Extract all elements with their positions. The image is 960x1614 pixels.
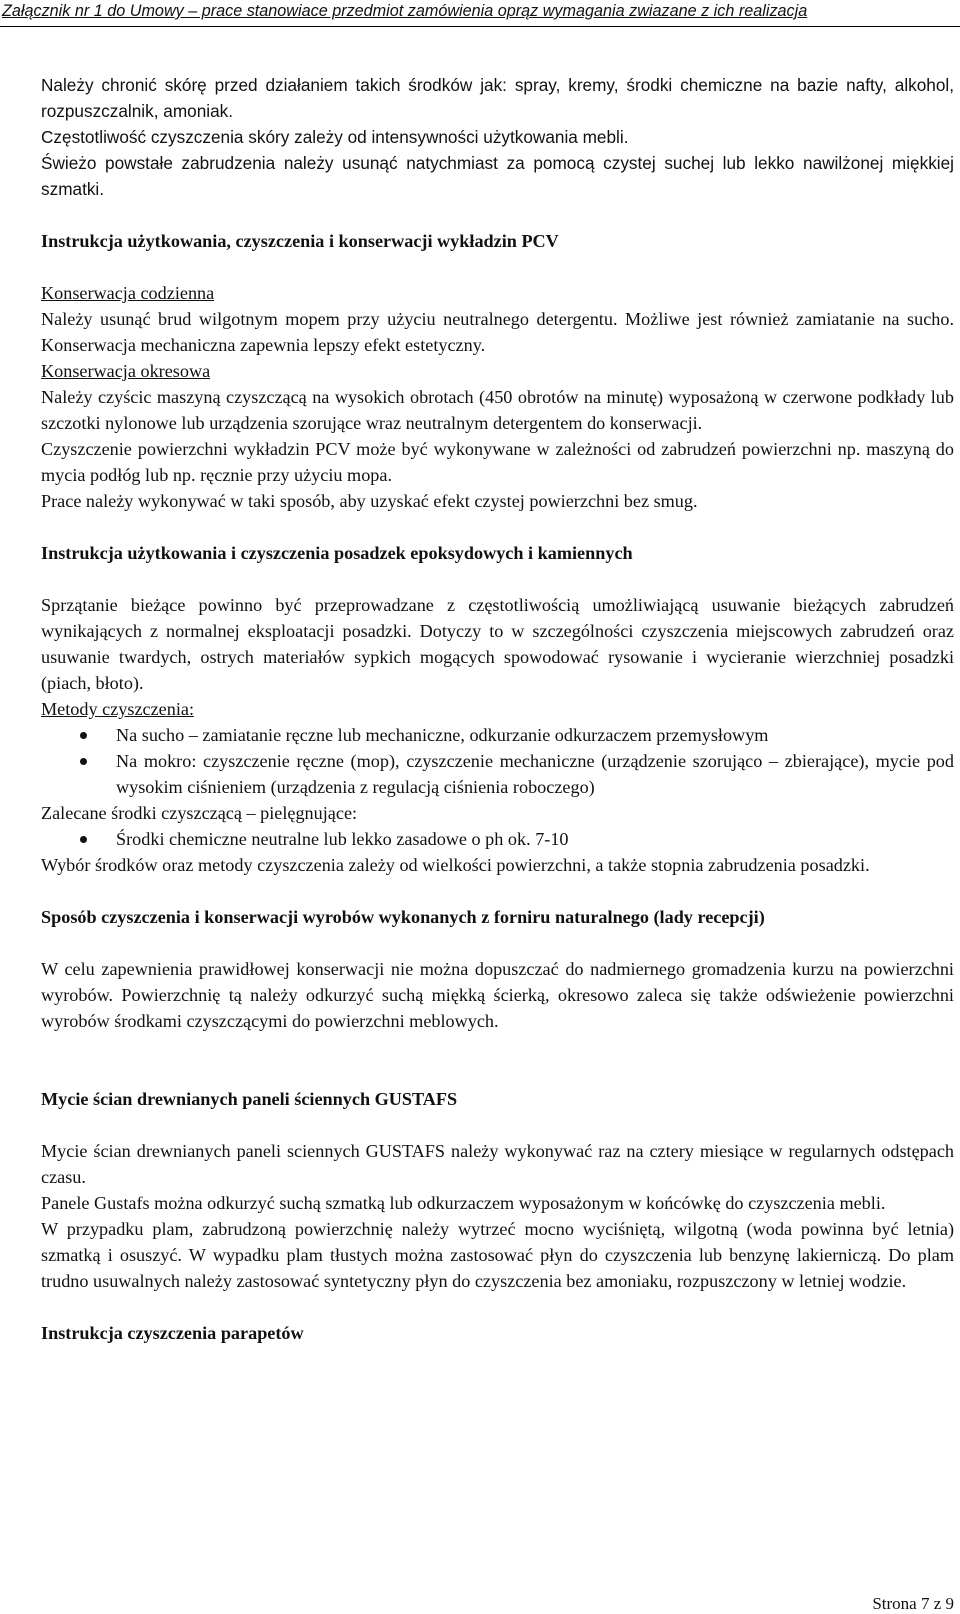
- document-body: [41, 72, 954, 1346]
- epoxy-methods-list: [41, 722, 954, 800]
- list-item: Na sucho – zamiatanie ręczne lub mechaniczne, odkurzanie odkurzaczem przemysłowym: [41, 722, 954, 748]
- pcv-periodic-text: Należy czyścic maszyną czyszczącą na wysokich obrotach (450 obrotów na minutę) wyposażoną w czerwone podkłady lub szczotki nylonowe lub urządzenia szorujące wraz neutralnym detergentem do konserwacji.: [41, 387, 954, 433]
- page-number: Strona 7 z 9: [872, 1594, 954, 1613]
- pcv-periodic-heading: Konserwacja okresowa: [41, 361, 211, 381]
- pcv-daily-text: Należy usunąć brud wilgotnym mopem przy użyciu neutralnego detergentu. Możliwe jest również zamiatanie na sucho. Konserwacja mechaniczna zapewnia lepszy efekt estetyczny.: [41, 309, 954, 355]
- leather-care-section: [41, 72, 954, 202]
- veneer-text: W celu zapewnienia prawidłowej konserwacji nie można dopuszczać do nadmiernego gromadzenia kurzu na powierzchni wyrobów. Powierzchnię tą należy odkurzyć suchą miękką ścierką, okresowo zaleca się także odświeżenie powierzchni wyrobów środkami czyszczącymi do powierzchni meblowych.: [41, 959, 954, 1031]
- veneer-section-title: Sposób czyszczenia i konserwacji wyrobów wykonanych z forniru naturalnego (lady recepcji): [41, 907, 765, 927]
- gustafs-section-title: Mycie ścian drewnianych paneli ściennych GUSTAFS: [41, 1089, 458, 1109]
- pcv-streak-text: Prace należy wykonywać w taki sposób, aby uzyskać efekt czystej powierzchni bez smug.: [41, 491, 698, 511]
- epoxy-methods-heading: Metody czyszczenia:: [41, 699, 195, 719]
- intro-paragraph-1: Należy chronić skórę przed działaniem takich środków jak: spray, kremy, środki chemiczne na bazie nafty, alkohol, rozpuszczalnik, amoniak.: [41, 75, 954, 121]
- epoxy-section-title: Instrukcja użytkowania i czyszczenia posadzek epoksydowych i kamiennych: [41, 543, 633, 563]
- gustafs-paragraph-3: W przypadku plam, zabrudzoną powierzchnię należy wytrzeć mocno wyciśniętą, wilgotną (woda powinna być letnia) szmatką i osuszyć. W wypadku plam tłustych można zastosować płyn do czyszczenia lub benzynę lakierniczą. Do plam trudno usuwalnych należy zastosować syntetyczny płyn do czyszczenia bez amoniaku, rozpuszczony w letniej wodzie.: [41, 1219, 954, 1291]
- pcv-daily-heading: Konserwacja codzienna: [41, 283, 215, 303]
- page-header: Załącznik nr 1 do Umowy – prace stanowiace przedmiot zamówienia oprąz wymagania zwiazane z ich realizacja: [0, 0, 960, 27]
- gustafs-paragraph-1: Mycie ścian drewnianych paneli sciennych GUSTAFS należy wykonywać raz na cztery miesiące w regularnych odstępach czasu.: [41, 1141, 954, 1187]
- intro-paragraph-2: Częstotliwość czyszczenia skóry zależy od intensywności użytkowania mebli.: [41, 127, 629, 147]
- epoxy-text: Sprzątanie bieżące powinno być przeprowadzane z częstotliwością umożliwiającą usuwanie bieżących zabrudzeń wynikających z normalnej eksploatacji posadzki. Dotyczy to w szczególności czyszczenia miejscowych zabrudzeń oraz usuwanie twardych, ostrych materiałów sypkich mogących spowodować rysowanie i wycieranie wierzchniej posadzki (piach, błoto).: [41, 595, 954, 693]
- pcv-surface-text: Czyszczenie powierzchni wykładzin PCV może być wykonywane w zależności od zabrudzeń powierzchni np. maszyną do mycia podłóg lub np. ręcznie przy użyciu mopa.: [41, 439, 954, 485]
- epoxy-agents-list: [41, 826, 954, 852]
- list-item: Środki chemiczne neutralne lub lekko zasadowe o ph ok. 7-10: [41, 826, 954, 852]
- pcv-section-title: Instrukcja użytkowania, czyszczenia i konserwacji wykładzin PCV: [41, 231, 559, 251]
- epoxy-choice-text: Wybór środków oraz metody czyszczenia zależy od wielkości powierzchni, a także stopnia zabrudzenia posadzki.: [41, 855, 870, 875]
- epoxy-agents-heading: Zalecane środki czyszczącą – pielęgnujące:: [41, 803, 358, 823]
- sills-section-title: Instrukcja czyszczenia parapetów: [41, 1323, 304, 1343]
- list-item: Na mokro: czyszczenie ręczne (mop), czyszczenie mechaniczne (urządzenie szorująco – zbierające), mycie pod wysokim ciśnieniem (urządzenia z regulacją ciśnienia roboczego): [41, 748, 954, 800]
- intro-paragraph-3: Świeżo powstałe zabrudzenia należy usunąć natychmiast za pomocą czystej suchej lub lekko nawilżonej miękkiej szmatki.: [41, 153, 954, 199]
- gustafs-paragraph-2: Panele Gustafs można odkurzyć suchą szmatką lub odkurzaczem wyposażonym w końcówkę do czyszczenia mebli.: [41, 1193, 886, 1213]
